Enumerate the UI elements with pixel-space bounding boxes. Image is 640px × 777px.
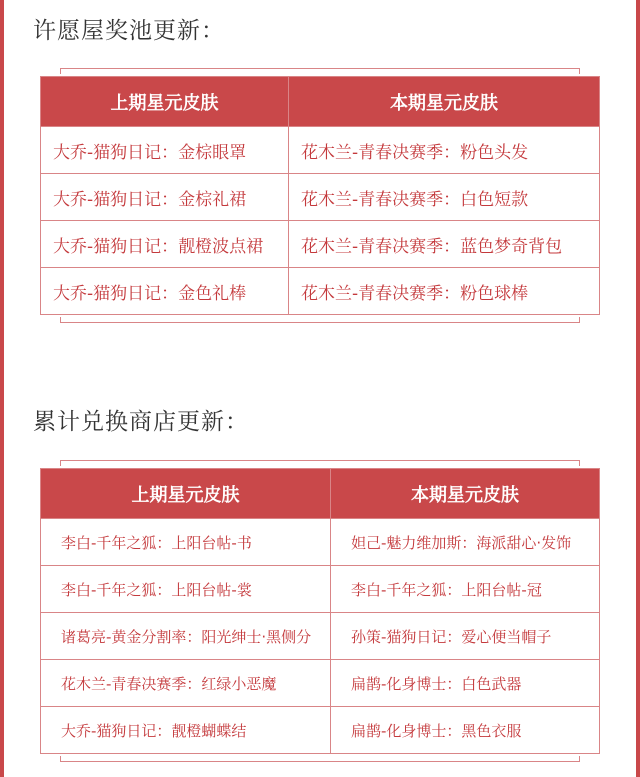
table-decor-bottom — [60, 756, 580, 762]
column-header-previous: 上期星元皮肤 — [41, 77, 289, 127]
right-border-stripe — [636, 0, 640, 777]
exchange-shop-skin-table — [40, 468, 600, 754]
table-cell: 花木兰-青春决赛季：粉色头发 — [289, 127, 600, 174]
table-cell: 李白-千年之狐：上阳台帖-冠 — [331, 566, 600, 613]
section-heading-wish-house: 许愿屋奖池更新： — [33, 18, 225, 44]
table-cell: 花木兰-青春决赛季：蓝色梦奇背包 — [289, 221, 600, 268]
table-row — [41, 566, 600, 613]
column-header-current: 本期星元皮肤 — [331, 469, 600, 519]
table-cell: 大乔-猫狗日记：靓橙波点裙 — [41, 221, 289, 268]
table-cell: 孙策-猫狗日记：爱心便当帽子 — [331, 613, 600, 660]
table-decor-top — [60, 460, 580, 466]
table-row — [41, 519, 600, 566]
table-cell: 扁鹊-化身博士：黑色衣服 — [331, 707, 600, 754]
wish-house-table-container — [40, 76, 600, 315]
table-cell: 花木兰-青春决赛季：粉色球棒 — [289, 268, 600, 315]
exchange-shop-table-container — [40, 468, 600, 754]
table-header-row — [41, 77, 600, 127]
section-heading-exchange-shop: 累计兑换商店更新： — [33, 409, 249, 435]
table-decor-bottom — [60, 317, 580, 323]
column-header-current: 本期星元皮肤 — [289, 77, 600, 127]
table-cell: 李白-千年之狐：上阳台帖-裳 — [41, 566, 331, 613]
table-cell: 大乔-猫狗日记：靓橙蝴蝶结 — [41, 707, 331, 754]
table-cell: 大乔-猫狗日记：金色礼棒 — [41, 268, 289, 315]
table-cell: 扁鹊-化身博士：白色武器 — [331, 660, 600, 707]
table-row — [41, 221, 600, 268]
table-cell: 大乔-猫狗日记：金棕礼裙 — [41, 174, 289, 221]
table-row — [41, 707, 600, 754]
table-row — [41, 127, 600, 174]
table-cell: 李白-千年之狐：上阳台帖-书 — [41, 519, 331, 566]
wish-house-skin-table — [40, 76, 600, 315]
table-header-row — [41, 469, 600, 519]
column-header-previous: 上期星元皮肤 — [41, 469, 331, 519]
left-border-stripe — [0, 0, 4, 777]
table-decor-top — [60, 68, 580, 74]
table-cell: 花木兰-青春决赛季：白色短款 — [289, 174, 600, 221]
table-row — [41, 174, 600, 221]
table-cell: 大乔-猫狗日记：金棕眼罩 — [41, 127, 289, 174]
table-row — [41, 660, 600, 707]
table-cell: 妲己-魅力维加斯：海派甜心·发饰 — [331, 519, 600, 566]
table-row — [41, 613, 600, 660]
table-cell: 诸葛亮-黄金分割率：阳光绅士·黑侧分 — [41, 613, 331, 660]
table-cell: 花木兰-青春决赛季：红绿小恶魔 — [41, 660, 331, 707]
table-row — [41, 268, 600, 315]
